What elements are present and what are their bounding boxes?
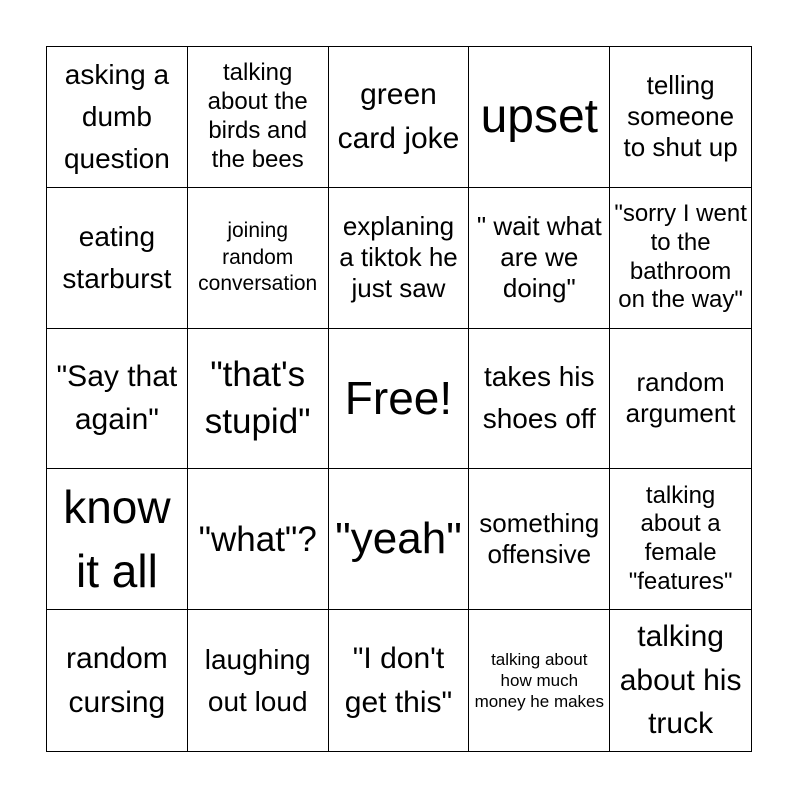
cell-label: eating starburst <box>62 220 172 294</box>
cell-label: upset <box>480 89 598 143</box>
bingo-cell[interactable] <box>610 329 751 470</box>
cell-label: talking about the birds and the bees <box>207 59 308 173</box>
cell-label: talking about his truck <box>619 620 742 741</box>
bingo-cell[interactable] <box>188 47 329 188</box>
bingo-cell[interactable] <box>47 188 188 329</box>
bingo-cell[interactable] <box>188 469 329 610</box>
bingo-cell[interactable] <box>610 610 751 751</box>
cell-label: random argument <box>625 367 736 429</box>
bingo-cell[interactable] <box>188 329 329 470</box>
bingo-cell[interactable] <box>188 610 329 751</box>
bingo-cell[interactable] <box>188 188 329 329</box>
free-space-cell[interactable] <box>329 329 470 470</box>
bingo-cell[interactable] <box>47 47 188 188</box>
cell-label: " wait what are we doing" <box>476 210 602 304</box>
bingo-cell[interactable] <box>47 610 188 751</box>
cell-label: "that's stupid" <box>204 355 311 442</box>
bingo-cell[interactable] <box>469 329 610 470</box>
cell-label: "sorry I went to the bathroom on the way" <box>614 200 747 314</box>
cell-label: "Say that again" <box>56 359 178 437</box>
cell-label: talking about a female "features" <box>628 481 733 596</box>
bingo-cell[interactable] <box>47 469 188 610</box>
bingo-cell[interactable] <box>610 47 751 188</box>
bingo-cell[interactable] <box>469 469 610 610</box>
free-space-label: Free! <box>344 372 453 425</box>
bingo-cell[interactable] <box>47 329 188 470</box>
cell-label: "I don't get this" <box>344 642 453 719</box>
cell-label: something offensive <box>479 508 600 570</box>
bingo-cell[interactable] <box>469 188 610 329</box>
cell-label: asking a dumb question <box>63 58 170 174</box>
cell-label: telling someone to shut up <box>623 70 738 163</box>
bingo-cell[interactable] <box>329 610 470 751</box>
cell-label: random cursing <box>66 642 168 719</box>
cell-label: "yeah" <box>335 513 462 563</box>
cell-label: laughing out loud <box>204 643 311 717</box>
cell-label: "what"? <box>198 519 317 559</box>
cell-label: talking about how much money he makes <box>474 649 605 712</box>
bingo-cell[interactable] <box>329 188 470 329</box>
cell-label: know it all <box>63 480 171 598</box>
bingo-cell[interactable] <box>469 47 610 188</box>
bingo-board <box>46 46 752 752</box>
cell-label: joining random conversation <box>198 219 318 295</box>
cell-label: explaning a tiktok he just saw <box>339 210 458 304</box>
cell-label: takes his shoes off <box>482 361 596 435</box>
bingo-cell[interactable] <box>329 469 470 610</box>
bingo-cell[interactable] <box>469 610 610 751</box>
bingo-cell[interactable] <box>610 469 751 610</box>
cell-label: green card joke <box>337 78 460 155</box>
bingo-cell[interactable] <box>610 188 751 329</box>
bingo-cell[interactable] <box>329 47 470 188</box>
